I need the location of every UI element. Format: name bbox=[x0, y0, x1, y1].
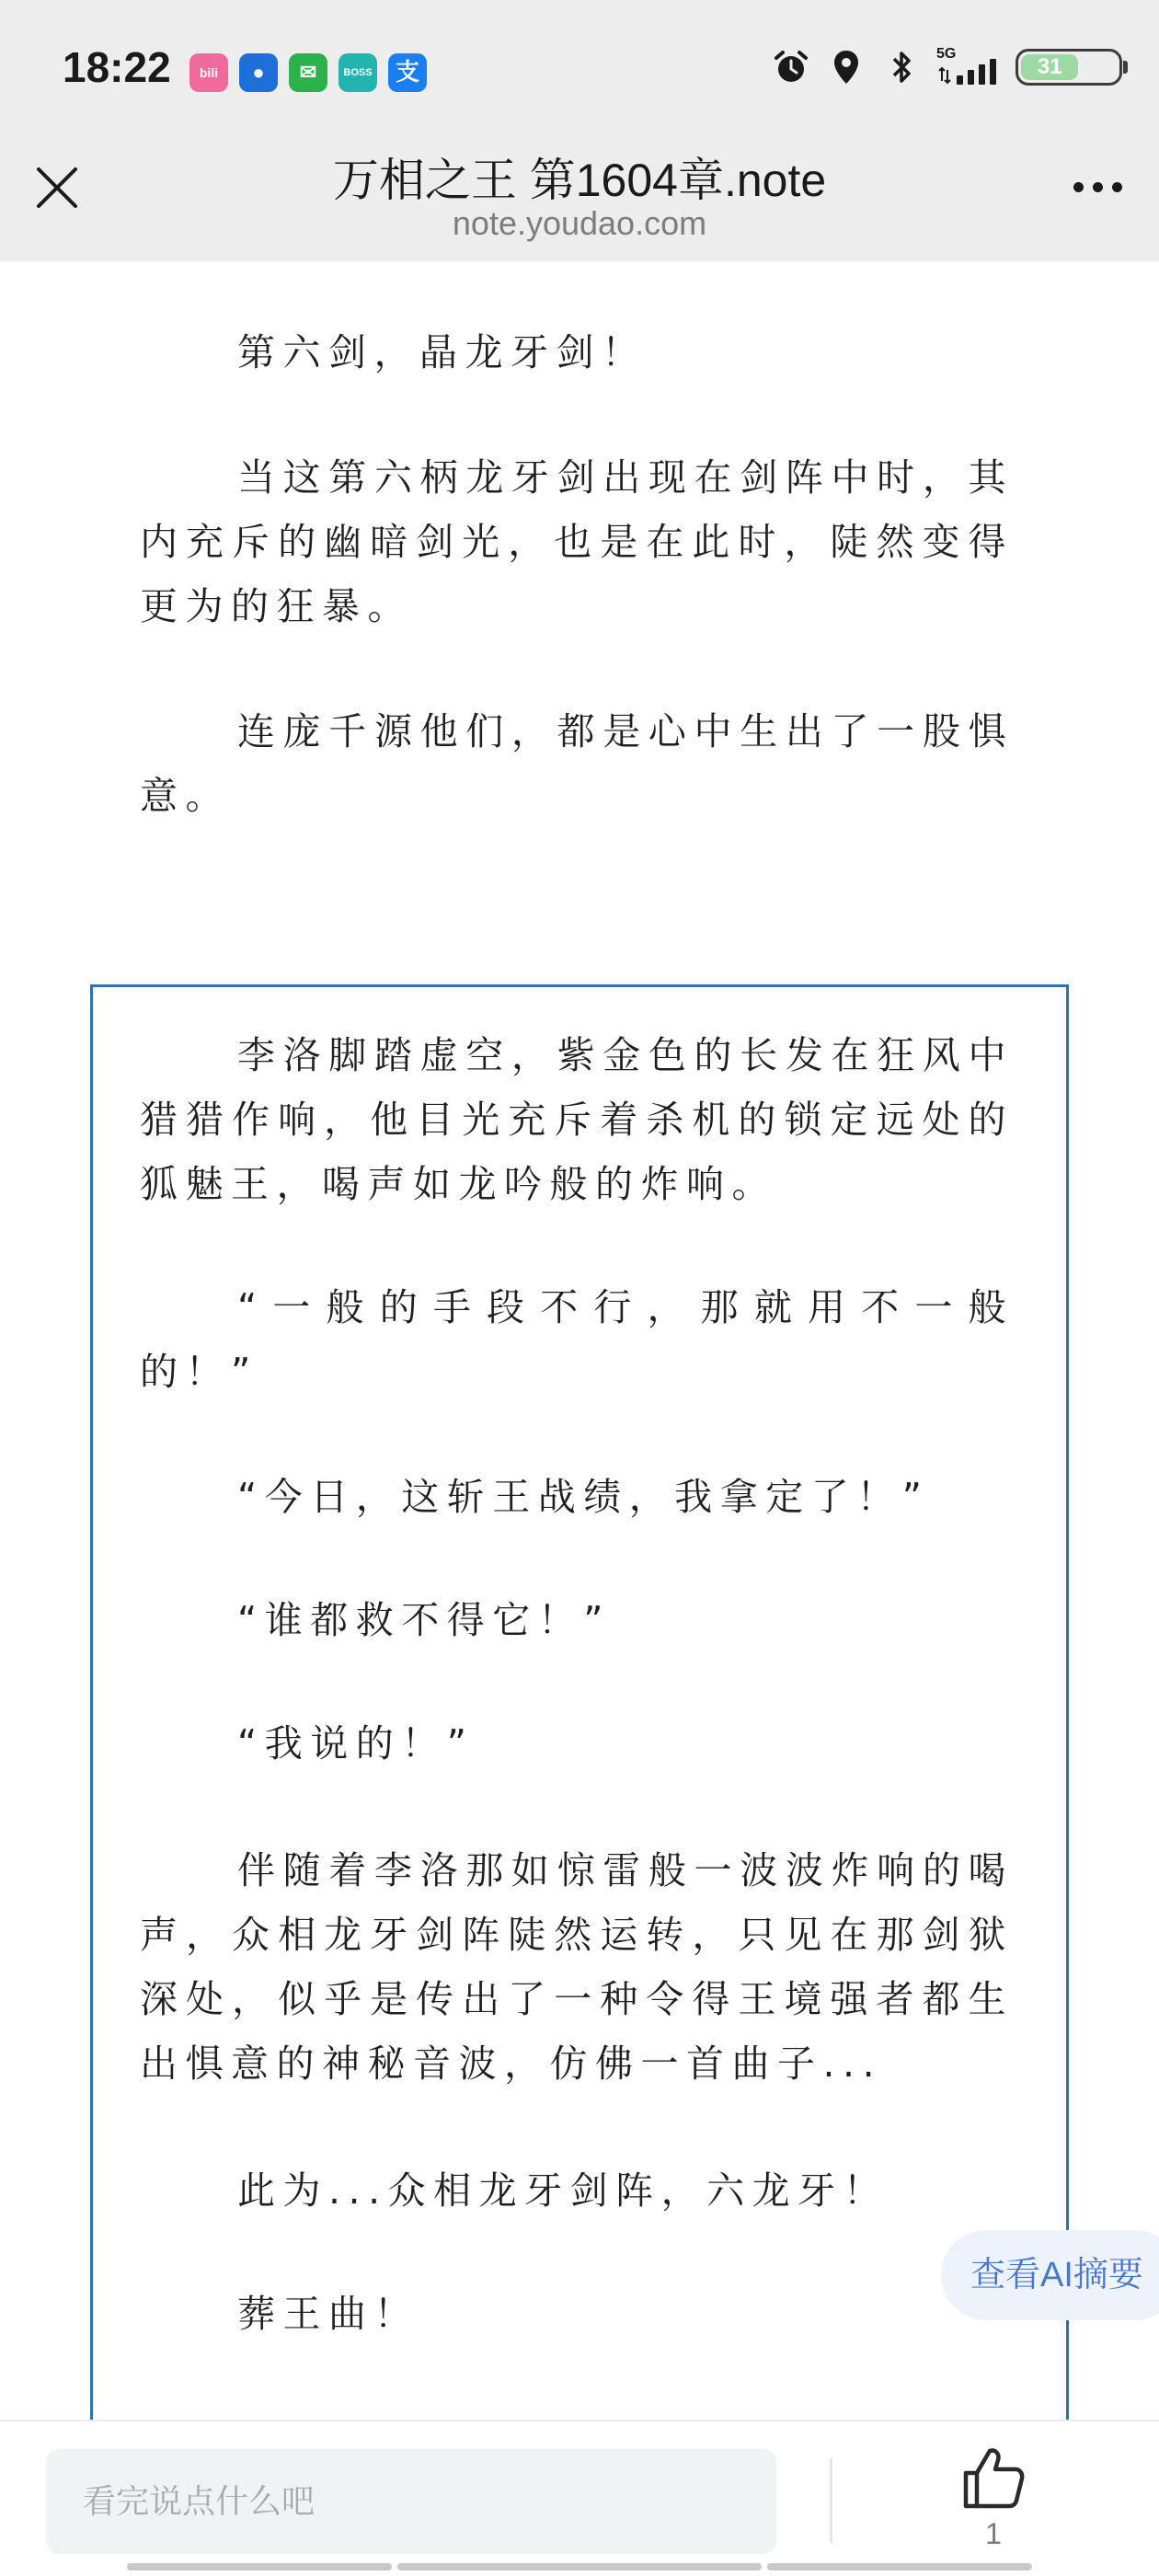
nav-gesture-bar bbox=[127, 2563, 392, 2570]
network-type: 5G bbox=[936, 46, 957, 62]
battery-level: 31 bbox=[1021, 54, 1078, 80]
battery-icon bbox=[1016, 49, 1122, 86]
quoted-paragraph: “谁都救不得它！” bbox=[237, 1598, 611, 1642]
robot-app-icon: ● bbox=[239, 53, 278, 92]
ai-summary-button[interactable]: 查看AI摘要 bbox=[941, 2230, 1159, 2320]
article-paragraph: 连庞千源他们，都是心中生出了一股惧意。 bbox=[140, 709, 1014, 818]
quoted-paragraph: 此为...众相龙牙剑阵，六龙牙！ bbox=[237, 2168, 889, 2213]
quoted-paragraph: 葬王曲！ bbox=[237, 2292, 419, 2336]
alipay-icon: 支 bbox=[388, 53, 427, 92]
wechat-icon: ✉ bbox=[289, 53, 327, 92]
nav-gesture-bar bbox=[397, 2563, 762, 2570]
alarm-icon bbox=[771, 47, 811, 87]
title-bar bbox=[0, 138, 1159, 261]
quoted-paragraph: 伴随着李洛那如惊雷般一波波炸响的喝声，众相龙牙剑阵陡然运转，只见在那剑狱深处，似乎是传出了一种令得王境强者都生出惧意的神秘音波，仿佛一首曲子... bbox=[140, 1848, 1014, 2086]
notification-app-icons bbox=[189, 53, 427, 92]
comment-input[interactable] bbox=[46, 2449, 776, 2554]
bilibili-icon: bili bbox=[189, 53, 228, 92]
status-bar bbox=[0, 0, 1159, 138]
bluetooth-icon bbox=[881, 47, 922, 87]
quoted-paragraph: “今日，这斩王战绩，我拿定了！” bbox=[237, 1475, 930, 1519]
quoted-paragraph: “一般的手段不行，那就用不一般的！” bbox=[140, 1285, 1014, 1394]
boss-zhipin-icon: BOSS bbox=[339, 53, 377, 92]
divider bbox=[830, 2458, 832, 2543]
page-url: note.youdao.com bbox=[452, 204, 707, 242]
location-icon bbox=[826, 47, 866, 87]
quoted-paragraph: “我说的！” bbox=[237, 1721, 475, 1765]
signal-bars-icon bbox=[957, 59, 996, 85]
thumbs-up-icon[interactable] bbox=[957, 2442, 1030, 2515]
bottom-bar bbox=[0, 2420, 1159, 2576]
status-indicators bbox=[771, 46, 1122, 88]
more-options-icon[interactable] bbox=[1073, 182, 1122, 192]
data-arrows-icon bbox=[938, 66, 951, 85]
quoted-paragraph: 李洛脚踏虚空，紫金色的长发在狂风中猎猎作响，他目光充斥着杀机的锁定远处的狐魅王，喝声如龙吟般的炸响。 bbox=[140, 1033, 1014, 1206]
page-title: 万相之王 第1604章.note bbox=[332, 155, 827, 206]
like-count: 1 bbox=[985, 2517, 1002, 2550]
article-paragraph: 当这第六柄龙牙剑出现在剑阵中时，其内充斥的幽暗剑光，也是在此时，陡然变得更为的狂暴。 bbox=[140, 455, 1014, 628]
status-time: 18:22 bbox=[63, 43, 171, 91]
article-paragraph: 第六剑，晶龙牙剑！ bbox=[237, 330, 648, 374]
close-icon[interactable] bbox=[29, 160, 85, 215]
nav-gesture-bar bbox=[767, 2563, 1032, 2570]
signal-indicator bbox=[936, 46, 1001, 88]
